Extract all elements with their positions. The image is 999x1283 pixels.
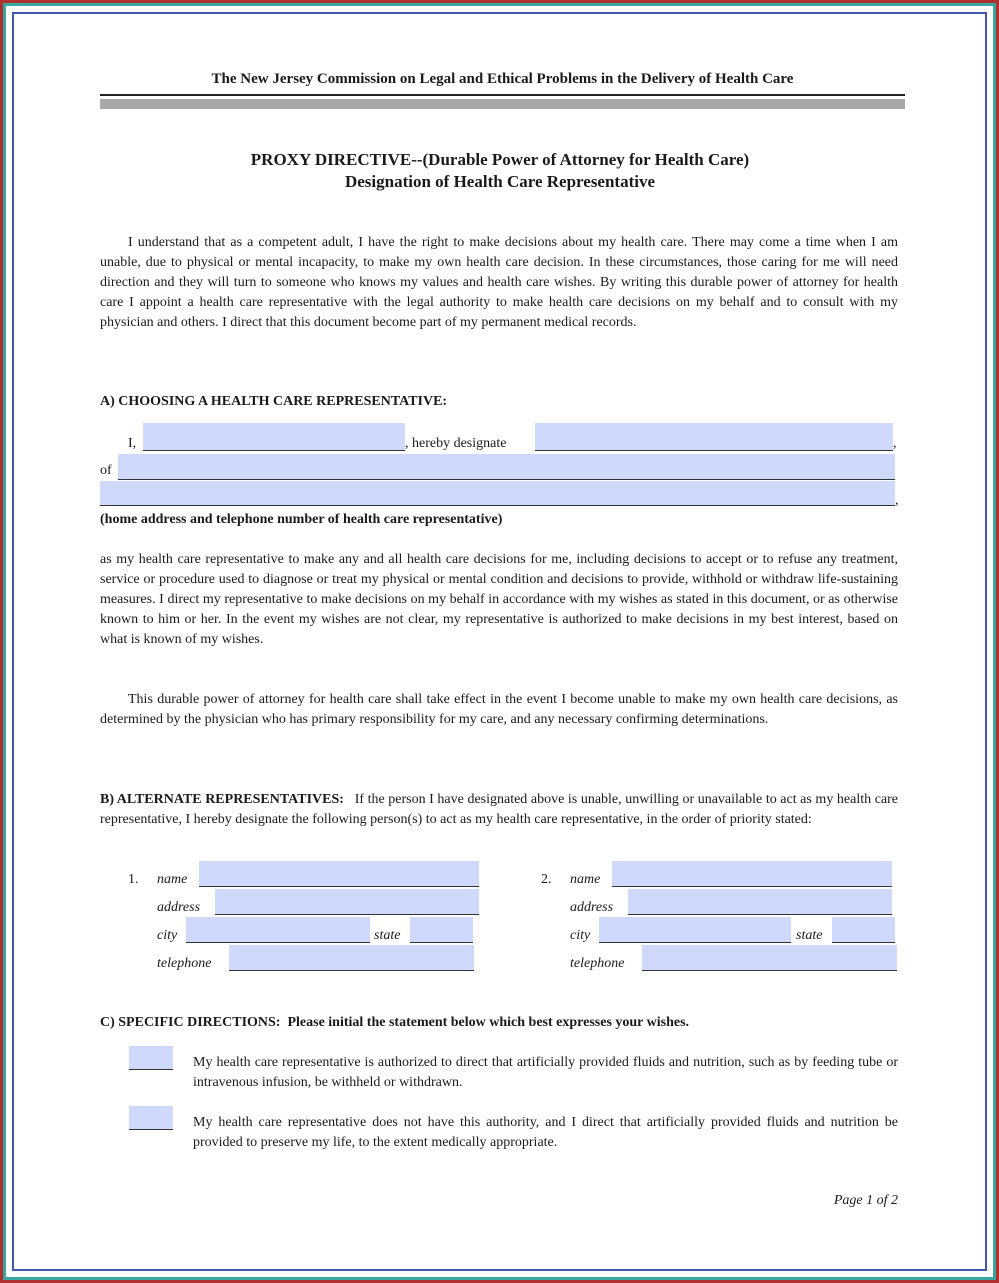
alt2-name-field[interactable] xyxy=(612,861,892,887)
document-title: PROXY DIRECTIVE--(Durable Power of Attorney for Health Care) xyxy=(250,150,750,169)
section-b-heading: B) ALTERNATE REPRESENTATIVES: xyxy=(100,792,344,807)
page-number: Page 1 of 2 xyxy=(833,1193,898,1208)
principal-name-field[interactable] xyxy=(143,423,405,451)
alt1-number: 1. xyxy=(128,872,139,887)
section-b-paragraph xyxy=(100,790,898,830)
alt1-telephone-label: telephone xyxy=(157,956,212,971)
section-c-instruction: Please initial the statement below which best expresses your wishes. xyxy=(287,1015,690,1030)
header-rule xyxy=(100,94,905,96)
alt1-state-label: state xyxy=(374,928,401,943)
comma-mark: , xyxy=(893,436,897,451)
alt2-number: 2. xyxy=(541,872,552,887)
option-2-text: My health care representative does not have this authority, and I direct that artificially provided fluids and nutrition be provided to preserve my life, to the extent medically appropriate. xyxy=(193,1115,898,1150)
section-c-heading-line xyxy=(100,1015,689,1031)
section-a-paragraph-2: This durable power of attorney for health care shall take effect in the event I become unable to make my own health care decisions, as determined by the physician who has primary responsibility for my care, and any necessary confirming determinations. xyxy=(100,692,898,727)
designate-label: , hereby designate xyxy=(405,436,507,451)
alt2-telephone-label: telephone xyxy=(570,956,625,971)
alt2-state-field[interactable] xyxy=(832,917,895,943)
alt2-city-label: city xyxy=(570,928,591,943)
of-label: of xyxy=(100,463,112,478)
alt1-name-label: name xyxy=(157,872,188,887)
initial-box-option-1[interactable] xyxy=(129,1046,173,1070)
alt1-city-label: city xyxy=(157,928,178,943)
representative-address-line1[interactable] xyxy=(118,454,895,480)
option-1-text: My health care representative is authorized to direct that artificially provided fluids and nutrition, such as by feeding tube or intravenous infusion, be withheld or withdrawn. xyxy=(193,1055,898,1090)
alt2-state-label: state xyxy=(796,928,823,943)
section-c-heading: C) SPECIFIC DIRECTIONS: xyxy=(100,1015,281,1030)
alt1-state-field[interactable] xyxy=(410,917,473,943)
section-a-heading: A) CHOOSING A HEALTH CARE REPRESENTATIVE: xyxy=(100,394,448,409)
alt2-address-field[interactable] xyxy=(628,889,892,915)
document-subtitle: Designation of Health Care Representative xyxy=(344,172,656,191)
i-label: I, xyxy=(128,436,137,451)
address-caption: (home address and telephone number of health care representative) xyxy=(100,512,503,527)
section-a-paragraph-1: as my health care representative to make any and all health care decisions for me, including decisions to accept or to refuse any treatment, service or procedure used to diagnose or treat my physical or mental condition and decisions to provide, withhold or withdraw life-sustaining measures. I direct my representative to make decisions on my behalf in accordance with my wishes as stated in this document, or as otherwise known to him or her. In the event my wishes are not clear, my representative is authorized to make decisions in my best interest, based on what is known of my wishes. xyxy=(100,552,898,647)
alt2-telephone-field[interactable] xyxy=(642,945,897,971)
alt2-city-field[interactable] xyxy=(599,917,791,943)
initial-box-option-2[interactable] xyxy=(129,1106,173,1130)
alt1-address-field[interactable] xyxy=(215,889,479,915)
alt1-city-field[interactable] xyxy=(186,917,370,943)
representative-address-line2[interactable] xyxy=(100,481,895,506)
intro-paragraph: I understand that as a competent adult, I have the right to make decisions about my health care. There may come a time when I am unable, due to physical or mental incapacity, to make my own health care decision. In these circumstances, those caring for me will need direction and they will turn to someone who knows my values and health care wishes. By writing this durable power of attorney for health care I appoint a health care representative with the legal authority to make health care decisions on my behalf and to consult with my physician and others. I direct that this document become part of my permanent medical records. xyxy=(100,235,898,330)
alt2-address-label: address xyxy=(570,900,614,915)
alt2-name-label: name xyxy=(570,872,601,887)
alt1-name-field[interactable] xyxy=(199,861,479,887)
alt1-telephone-field[interactable] xyxy=(229,945,474,971)
alt1-address-label: address xyxy=(157,900,201,915)
header-bar xyxy=(100,99,905,109)
section-b-text: If the person I have designated above is unable, unwilling or unavailable to act as my health care representative, I hereby designate the following person(s) to act as my health care representative, in the order of priority stated: xyxy=(100,792,898,827)
comma-mark-2: , xyxy=(895,493,899,508)
organization-header: The New Jersey Commission on Legal and Ethical Problems in the Delivery of Health Care xyxy=(211,71,794,87)
representative-name-field[interactable] xyxy=(535,423,893,451)
